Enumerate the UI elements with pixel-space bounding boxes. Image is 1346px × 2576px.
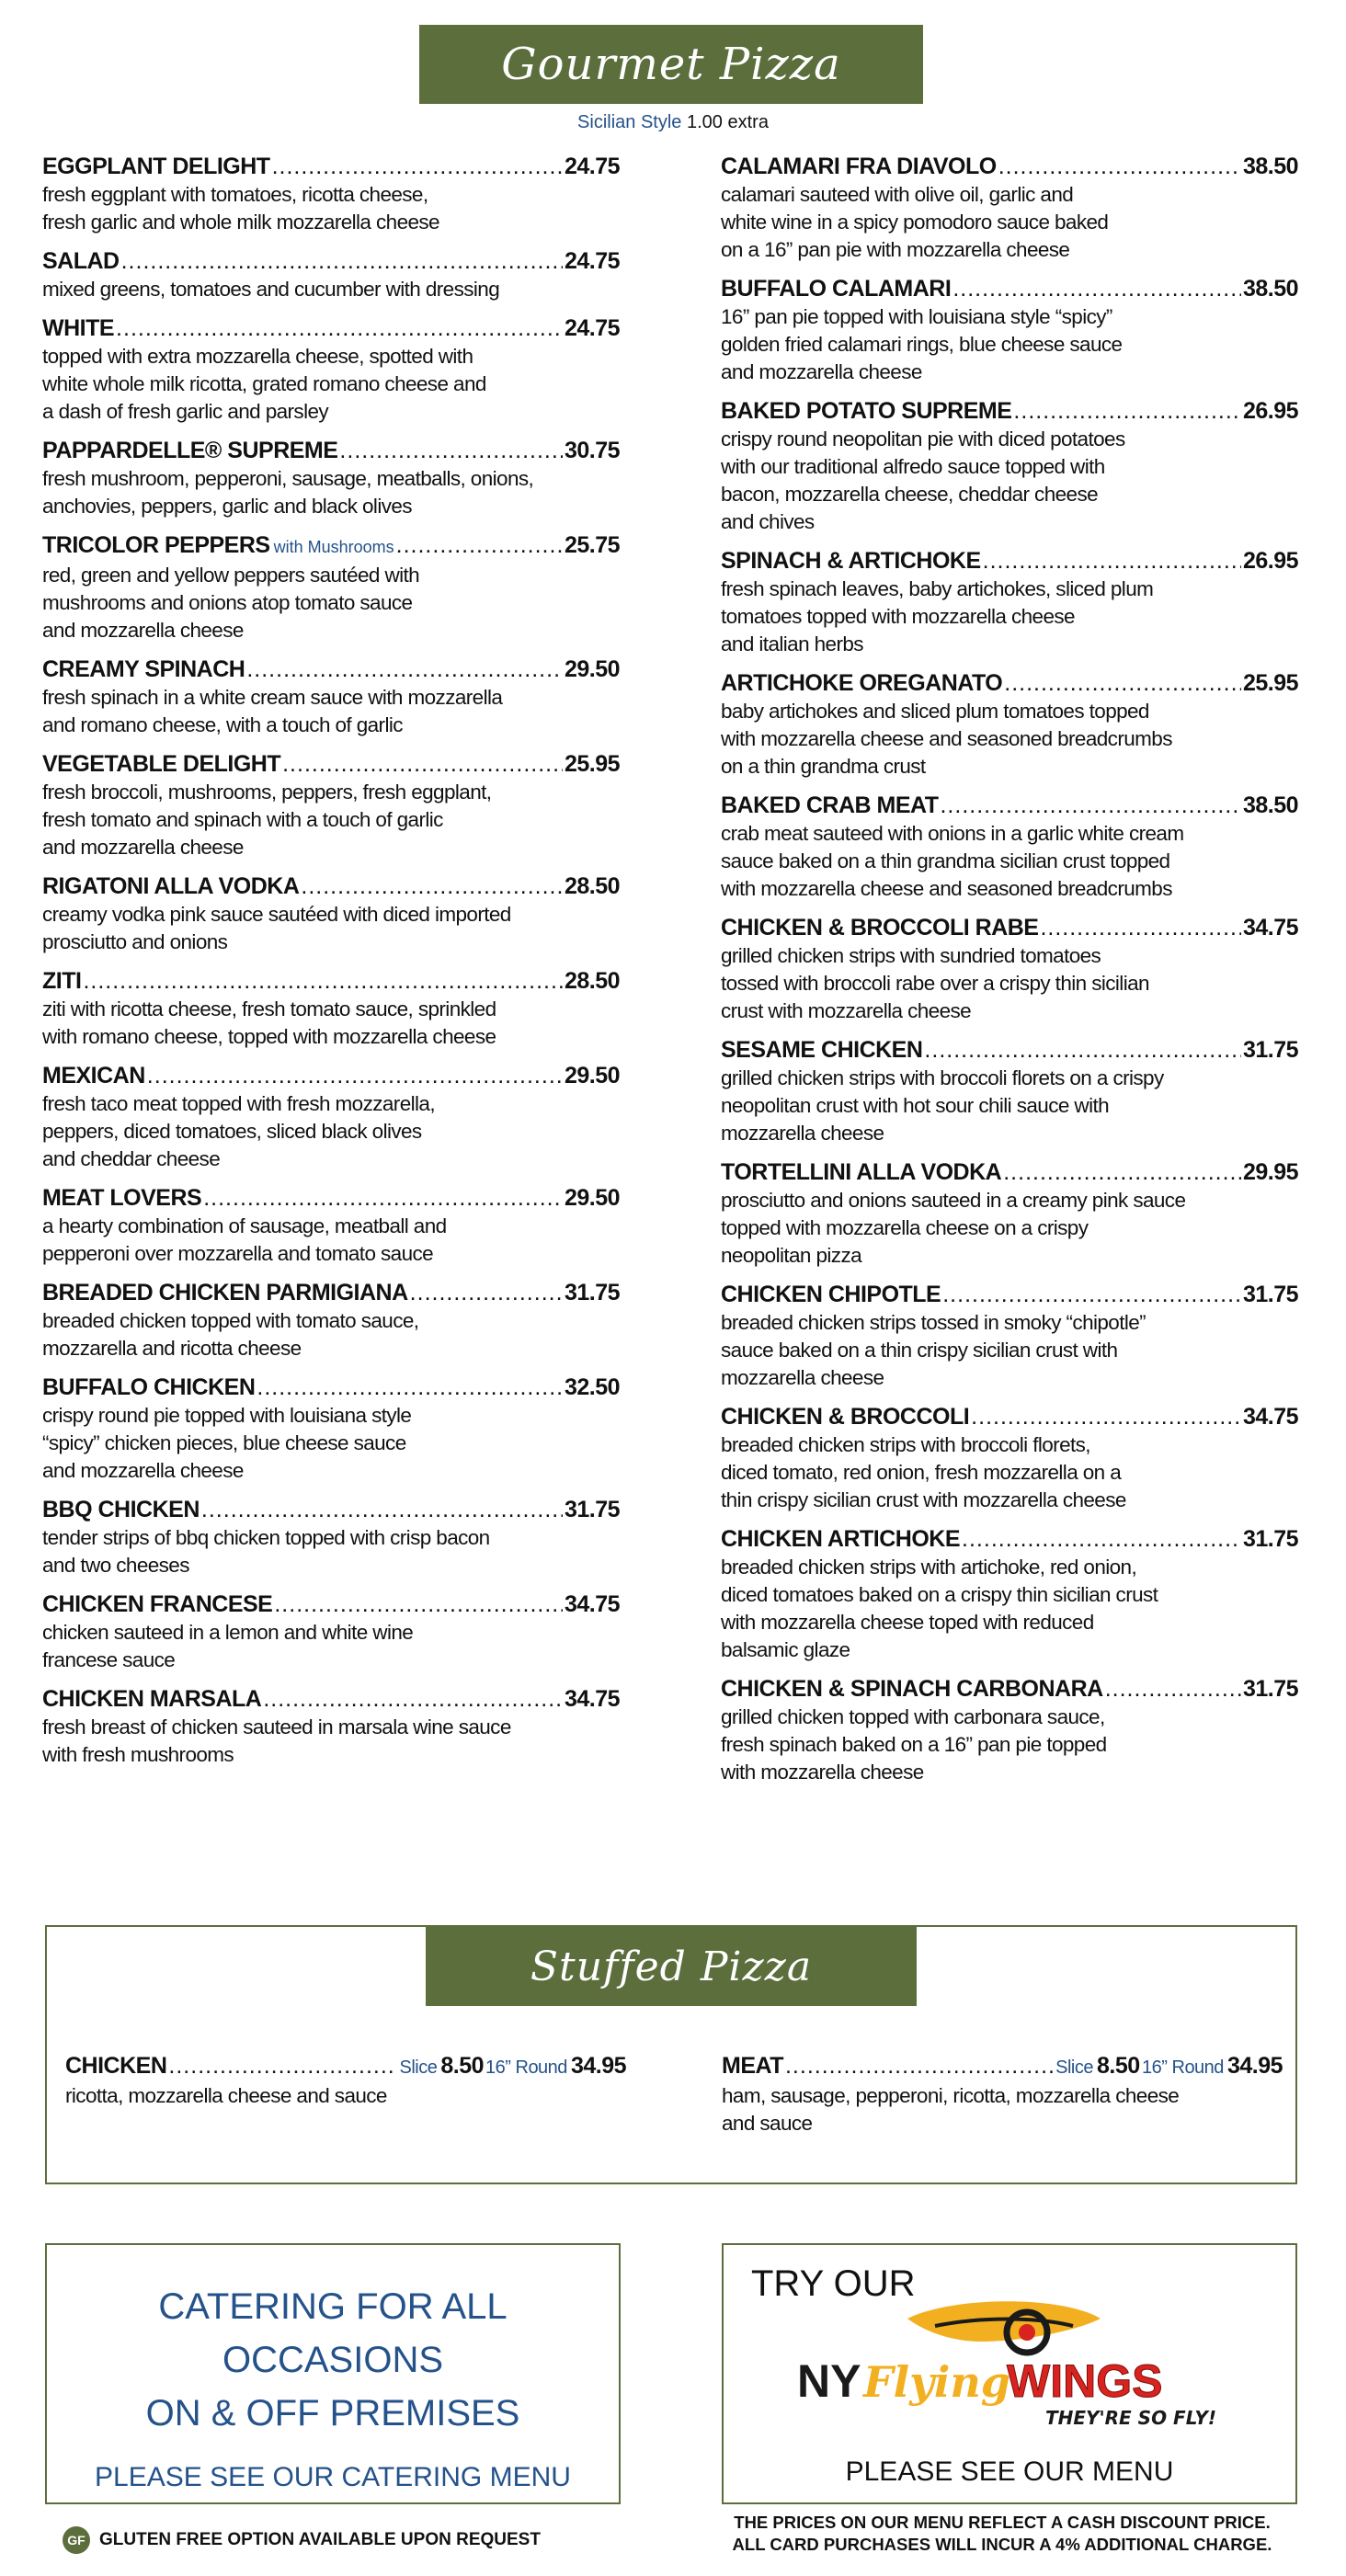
item-price: 31.75	[1242, 1676, 1298, 1702]
item-name: CHICKEN & BROCCOLI RABE	[721, 915, 1039, 940]
dot-leader	[201, 1496, 563, 1524]
menu-item	[721, 1281, 1298, 1392]
slice-label: Slice	[1055, 2057, 1093, 2078]
item-price: 26.95	[1242, 548, 1298, 574]
menu-item	[721, 153, 1298, 264]
item-price: 25.75	[564, 532, 620, 558]
dot-leader	[971, 1403, 1241, 1431]
slice-price: 8.50	[440, 2053, 485, 2079]
item-price: 24.75	[564, 315, 620, 341]
sicilian-style-label: Sicilian Style	[577, 112, 682, 132]
item-description: tender strips of bbq chicken topped with crisp bacon and two cheeses	[42, 1526, 490, 1577]
item-description: ham, sausage, pepperoni, ricotta, mozzarella cheese and sauce	[722, 2084, 1180, 2135]
dot-leader	[940, 792, 1240, 820]
menu-item	[42, 314, 620, 426]
item-name: CALAMARI FRA DIAVOLO	[721, 154, 997, 179]
dot-leader	[1105, 1675, 1241, 1704]
item-description: breaded chicken topped with tomato sauce, mozzarella and ricotta cheese	[42, 1309, 419, 1360]
logo-tagline: THEY'RE SO FLY!	[1045, 2407, 1216, 2429]
sicilian-style-note	[0, 112, 1346, 133]
item-name: TORTELLINI ALLA VODKA	[721, 1159, 1002, 1185]
item-description: fresh breast of chicken sauteed in marsala wine sauce with fresh mushrooms	[42, 1715, 511, 1766]
gluten-free-icon: GF	[63, 2526, 90, 2554]
gluten-free-note	[63, 2526, 541, 2554]
try-our-label: TRY OUR	[751, 2263, 916, 2304]
item-name: CHICKEN	[65, 2053, 167, 2079]
ny-flying-wings-box	[722, 2243, 1297, 2504]
item-description: ziti with ricotta cheese, fresh tomato sauce, sprinkled with romano cheese, topped with mozzarella cheese	[42, 997, 496, 1048]
dot-leader	[246, 655, 563, 684]
dot-leader	[282, 750, 563, 779]
item-name: BAKED POTATO SUPREME	[721, 398, 1012, 424]
menu-item	[42, 1279, 620, 1362]
dot-leader	[1013, 397, 1241, 426]
item-name: CREAMY SPINACH	[42, 656, 245, 682]
item-name: VEGETABLE DELIGHT	[42, 751, 281, 777]
item-price: 29.50	[564, 1185, 620, 1211]
item-price: 31.75	[1242, 1282, 1298, 1307]
menu-item	[721, 275, 1298, 386]
dot-leader	[121, 247, 563, 276]
item-description: fresh mushroom, pepperoni, sausage, meatballs, onions, anchovies, peppers, garlic and black olives	[42, 467, 534, 518]
item-price: 29.50	[564, 1063, 620, 1089]
item-price: 31.75	[564, 1497, 620, 1522]
catering-headline-2: ON & OFF PREMISES	[145, 2393, 520, 2434]
item-price: 31.75	[1242, 1526, 1298, 1552]
menu-item	[42, 750, 620, 861]
item-description: grilled chicken strips with broccoli florets on a crispy neopolitan crust with hot sour chili sauce with mozzarella cheese	[721, 1066, 1164, 1145]
item-description: crispy round pie topped with louisiana style “spicy” chicken pieces, blue cheese sauce and mozzarella cheese	[42, 1404, 412, 1482]
menu-item	[42, 1184, 620, 1268]
item-description: a hearty combination of sausage, meatball and pepperoni over mozzarella and tomato sauce	[42, 1214, 447, 1265]
round-price: 34.95	[570, 2053, 626, 2079]
item-description: fresh broccoli, mushrooms, peppers, fresh eggplant, fresh tomato and spinach with a touch of garlic and mozzarella cheese	[42, 781, 492, 859]
menu-item	[42, 1590, 620, 1674]
stuffed-item-chicken	[65, 2052, 626, 2110]
item-description: grilled chicken strips with sundried tomatoes tossed with broccoli rabe over a crispy thin sicilian crust with mozzarella cheese	[721, 944, 1149, 1022]
dot-leader	[301, 872, 563, 901]
dot-leader	[272, 153, 563, 181]
item-price: 28.50	[564, 968, 620, 994]
dot-leader	[263, 1685, 563, 1714]
slice-label: Slice	[399, 2057, 438, 2078]
item-name: MEXICAN	[42, 1063, 145, 1089]
item-price: 34.75	[1242, 1404, 1298, 1430]
item-price: 31.75	[1242, 1037, 1298, 1063]
item-name: BBQ CHICKEN	[42, 1497, 200, 1522]
menu-item	[721, 547, 1298, 658]
cash-discount-line-2: ALL CARD PURCHASES WILL INCUR A 4% ADDITIONAL CHARGE.	[732, 2535, 1272, 2554]
dot-leader	[147, 1062, 563, 1090]
item-description: topped with extra mozzarella cheese, spotted with white whole milk ricotta, grated romano cheese and a dash of fresh garlic and parsley	[42, 345, 486, 423]
item-name: RIGATONI ALLA VODKA	[42, 873, 300, 899]
item-description: fresh taco meat topped with fresh mozzarella, peppers, diced tomatoes, sliced black olives and cheddar cheese	[42, 1092, 435, 1170]
dot-leader	[274, 1590, 563, 1619]
item-name: WHITE	[42, 315, 115, 341]
dot-leader	[168, 2052, 397, 2080]
wings-menu-note: PLEASE SEE OUR MENU	[845, 2456, 1174, 2487]
slice-price: 8.50	[1096, 2053, 1140, 2079]
item-price: 28.50	[564, 873, 620, 899]
logo-wings: WINGS	[1007, 2355, 1163, 2407]
item-description: ricotta, mozzarella cheese and sauce	[65, 2084, 387, 2107]
wing-swoosh-icon	[907, 2301, 1101, 2353]
item-description: 16” pan pie topped with louisiana style “spicy” golden fried calamari rings, blue cheese sauce and mozzarella cheese	[721, 305, 1123, 383]
round-label: 16” Round	[485, 2057, 567, 2078]
item-name: BUFFALO CHICKEN	[42, 1374, 256, 1400]
menu-item	[42, 655, 620, 739]
dot-leader	[924, 1036, 1241, 1065]
stuffed-item-meat	[722, 2052, 1283, 2137]
item-name: MEAT	[722, 2053, 783, 2079]
item-name: BAKED CRAB MEAT	[721, 792, 939, 818]
menu-item	[721, 914, 1298, 1025]
menu-item	[721, 792, 1298, 903]
dot-leader	[339, 437, 563, 465]
item-name: MEAT LOVERS	[42, 1185, 202, 1211]
menu-item	[42, 1373, 620, 1485]
menu-item	[42, 1685, 620, 1769]
dot-leader	[396, 531, 563, 560]
dot-leader	[257, 1373, 563, 1402]
gourmet-pizza-banner	[419, 25, 923, 104]
item-note: with Mushrooms	[273, 538, 394, 556]
item-name: CHICKEN & BROCCOLI	[721, 1404, 970, 1430]
item-name: ARTICHOKE OREGANATO	[721, 670, 1003, 696]
item-price: 34.75	[564, 1686, 620, 1712]
stuffed-pizza-banner	[426, 1927, 917, 2006]
item-price: 34.75	[564, 1591, 620, 1617]
item-description: breaded chicken strips with broccoli florets, diced tomato, red onion, fresh mozzarella on a thin crispy sicilian crust with mozzarella cheese	[721, 1433, 1126, 1511]
item-description: breaded chicken strips tossed in smoky “chipotle” sauce baked on a thin crispy sicilian crust with mozzarella cheese	[721, 1311, 1146, 1389]
item-name: PAPPARDELLE® SUPREME	[42, 438, 338, 463]
catering-box	[45, 2243, 621, 2504]
menu-item	[42, 437, 620, 520]
menu-item	[721, 1036, 1298, 1147]
menu-item	[721, 1525, 1298, 1664]
dot-leader	[116, 314, 563, 343]
item-description: mixed greens, tomatoes and cucumber with dressing	[42, 278, 500, 301]
item-price: 24.75	[564, 154, 620, 179]
menu-item	[42, 1062, 620, 1173]
item-name: SPINACH & ARTICHOKE	[721, 548, 981, 574]
dot-leader	[1004, 669, 1241, 698]
item-description: calamari sauteed with olive oil, garlic and white wine in a spicy pomodoro sauce baked on a 16” pan pie with mozzarella cheese	[721, 183, 1109, 261]
logo-flying: Flying	[863, 2357, 1010, 2407]
item-name: TRICOLOR PEPPERS	[42, 532, 270, 558]
item-price: 31.75	[564, 1280, 620, 1305]
menu-item	[42, 1496, 620, 1579]
cash-discount-line-1: THE PRICES ON OUR MENU REFLECT A CASH DISCOUNT PRICE.	[734, 2513, 1271, 2532]
item-price: 32.50	[564, 1374, 620, 1400]
dot-leader	[785, 2052, 1054, 2080]
item-name: CHICKEN MARSALA	[42, 1686, 262, 1712]
menu-item	[42, 872, 620, 956]
item-price: 34.75	[1242, 915, 1298, 940]
round-label: 16” Round	[1142, 2057, 1224, 2078]
dot-leader	[83, 967, 563, 996]
item-price: 29.50	[564, 656, 620, 682]
item-description: breaded chicken strips with artichoke, red onion, diced tomatoes baked on a crispy thin sicilian crust with mozzarella cheese toped with reduced balsamic glaze	[721, 1556, 1158, 1661]
item-price: 26.95	[1242, 398, 1298, 424]
item-description: crab meat sauteed with onions in a garlic white cream sauce baked on a thin grandma sicilian crust topped with mozzarella cheese and seasoned breadcrumbs	[721, 822, 1184, 900]
item-price: 25.95	[1242, 670, 1298, 696]
item-price: 29.95	[1242, 1159, 1298, 1185]
gourmet-left-column	[42, 153, 620, 1780]
logo-ny: NY	[797, 2355, 861, 2407]
dot-leader	[1040, 914, 1240, 942]
menu-item	[42, 153, 620, 236]
dot-leader	[942, 1281, 1241, 1309]
item-description: prosciutto and onions sauteed in a creamy pink sauce topped with mozzarella cheese on a crispy neopolitan pizza	[721, 1189, 1186, 1267]
item-description: crispy round neopolitan pie with diced potatoes with our traditional alfredo sauce topped with bacon, mozzarella cheese, cheddar cheese and chives	[721, 427, 1125, 533]
item-description: fresh spinach leaves, baby artichokes, sliced plum tomatoes topped with mozzarella cheese and italian herbs	[721, 577, 1154, 655]
menu-item	[42, 247, 620, 303]
item-price: 38.50	[1242, 154, 1298, 179]
item-name: SESAME CHICKEN	[721, 1037, 923, 1063]
item-price: 30.75	[564, 438, 620, 463]
ny-flying-wings-logo	[797, 2300, 1229, 2429]
item-price: 24.75	[564, 248, 620, 274]
menu-item	[42, 531, 620, 644]
item-price: 25.95	[564, 751, 620, 777]
menu-item	[721, 1675, 1298, 1786]
item-description: fresh eggplant with tomatoes, ricotta cheese, fresh garlic and whole milk mozzarella cheese	[42, 183, 439, 234]
round-price: 34.95	[1226, 2053, 1283, 2079]
stuffed-pizza-title: Stuffed Pizza	[530, 1943, 813, 1990]
dot-leader	[952, 275, 1241, 303]
item-name: CHICKEN CHIPOTLE	[721, 1282, 941, 1307]
item-price: 38.50	[1242, 276, 1298, 302]
item-description: red, green and yellow peppers sautéed with mushrooms and onions atop tomato sauce and mozzarella cheese	[42, 564, 420, 642]
dot-leader	[983, 547, 1241, 576]
cash-discount-note	[680, 2512, 1324, 2556]
item-name: ZITI	[42, 968, 82, 994]
dot-leader	[1003, 1158, 1241, 1187]
dot-leader	[962, 1525, 1241, 1554]
item-description: fresh spinach in a white cream sauce with mozzarella and romano cheese, with a touch of garlic	[42, 686, 503, 736]
item-name: BREADED CHICKEN PARMIGIANA	[42, 1280, 408, 1305]
menu-item	[721, 397, 1298, 536]
gluten-free-text: GLUTEN FREE OPTION AVAILABLE UPON REQUEST	[99, 2530, 541, 2549]
catering-headline-1: CATERING FOR ALL OCCASIONS	[158, 2286, 508, 2380]
gourmet-right-column	[721, 153, 1298, 1797]
menu-item	[42, 967, 620, 1051]
item-name: SALAD	[42, 248, 120, 274]
stuffed-pizza-section	[45, 1925, 1297, 2184]
item-name: EGGPLANT DELIGHT	[42, 154, 270, 179]
item-price: 38.50	[1242, 792, 1298, 818]
item-name: BUFFALO CALAMARI	[721, 276, 952, 302]
dot-leader	[203, 1184, 563, 1213]
dot-leader	[410, 1279, 563, 1307]
menu-item	[721, 1403, 1298, 1514]
item-description: grilled chicken topped with carbonara sauce, fresh spinach baked on a 16” pan pie topped with mozzarella cheese	[721, 1705, 1107, 1784]
item-name: CHICKEN ARTICHOKE	[721, 1526, 961, 1552]
menu-item	[721, 1158, 1298, 1270]
dot-leader	[998, 153, 1241, 181]
item-description: baby artichokes and sliced plum tomatoes topped with mozzarella cheese and seasoned breadcrumbs on a thin grandma crust	[721, 700, 1172, 778]
catering-menu-note: PLEASE SEE OUR CATERING MENU	[95, 2462, 571, 2492]
menu-item	[721, 669, 1298, 781]
item-description: creamy vodka pink sauce sautéed with diced imported prosciutto and onions	[42, 903, 511, 953]
item-name: CHICKEN FRANCESE	[42, 1591, 273, 1617]
item-name: CHICKEN & SPINACH CARBONARA	[721, 1676, 1103, 1702]
gourmet-pizza-title: Gourmet Pizza	[501, 39, 841, 90]
item-description: chicken sauteed in a lemon and white wine francese sauce	[42, 1621, 414, 1671]
sicilian-style-price: 1.00 extra	[687, 112, 769, 132]
